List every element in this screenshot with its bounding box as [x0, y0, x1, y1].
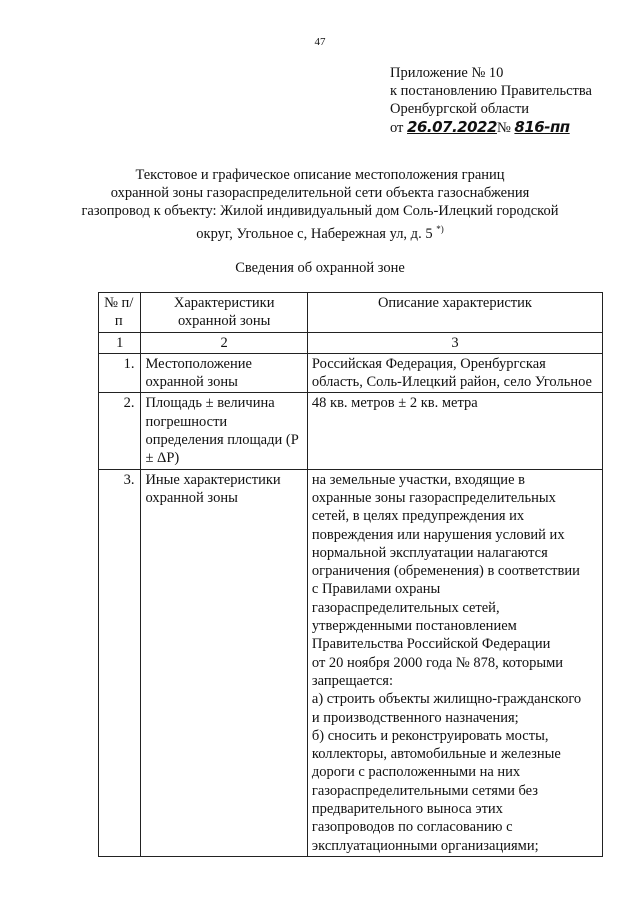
zone-info-table: [98, 292, 603, 857]
page-number: 47: [314, 36, 326, 48]
title-line-4-wrap: [60, 220, 580, 243]
desc-line: эксплуатационными организациями;: [311, 837, 539, 854]
desc-line: газопроводов по согласованию с: [311, 819, 513, 836]
desc-line: коллекторы, автомобильные и железные: [311, 746, 561, 763]
desc-line: газораспределительных сетей,: [311, 599, 500, 616]
desc-line: нормальной эксплуатации налагаются: [311, 544, 548, 561]
desc-line: и производственного назначения;: [311, 709, 519, 726]
footnote-mark: *): [436, 224, 444, 234]
title-line-3: газопровод к объекту: Жилой индивидуальный дом Соль-Илецкий городской: [81, 203, 559, 219]
header-description: Описание характеристик: [307, 293, 602, 333]
desc-line: с Правилами охраны: [311, 581, 441, 598]
table-row: [99, 353, 603, 393]
appendix-block: [390, 64, 592, 137]
desc-line: утвержденными постановлением: [311, 618, 517, 635]
appendix-date-line: [390, 118, 592, 137]
desc-line: б) сносить и реконструировать мосты,: [311, 727, 549, 744]
table-row: [99, 469, 603, 856]
desc-line: сетей, в целях предупреждения их: [311, 508, 525, 525]
from-label: от: [390, 120, 404, 136]
table-column-number-row: [99, 332, 603, 353]
table-header-row: [99, 293, 603, 333]
appendix-line-3: Оренбургской области: [390, 101, 530, 117]
row-number: 3.: [99, 469, 141, 856]
column-number-2: 2: [141, 332, 307, 353]
header-num: № п/п: [99, 293, 141, 333]
document-title: [60, 166, 580, 243]
desc-line: дороги с расположенными на них: [311, 764, 521, 781]
desc-line: на земельные участки, входящие в: [311, 471, 525, 488]
desc-line: от 20 ноября 2000 года № 878, которыми: [311, 654, 564, 671]
row-characteristic: Местоположение охранной зоны: [141, 353, 307, 393]
row-description: Российская Федерация, Оренбургская область, Соль-Илецкий район, село Угольное: [307, 353, 602, 393]
row-description: 48 кв. метров ± 2 кв. метра: [307, 393, 602, 469]
row-characteristic: Площадь ± величина погрешности определения площади (P ± ΔP): [141, 393, 307, 469]
appendix-line-1: Приложение № 10: [390, 65, 504, 81]
desc-line: запрещается:: [311, 672, 394, 689]
title-line-1: Текстовое и графическое описание местоположения границ: [135, 167, 505, 183]
desc-line: ограничения (обременения) в соответствии: [311, 563, 580, 580]
desc-line: охранные зоны газораспределительных: [311, 489, 556, 506]
desc-line: повреждения или нарушения условий их: [311, 526, 565, 543]
title-line-4: округ, Угольное с, Набережная ул, д. 5: [196, 225, 433, 242]
row-characteristic: Иные характеристики охранной зоны: [141, 469, 307, 856]
desc-line: газораспределительными сетями без: [311, 782, 539, 799]
table-row: [99, 393, 603, 469]
column-number-1: 1: [99, 332, 141, 353]
row-number: 1.: [99, 353, 141, 393]
title-line-2: охранной зоны газораспределительной сети объекта газоснабжения: [110, 185, 530, 201]
row-description-multiline: [307, 469, 602, 856]
handwritten-date: 26.07.2022: [407, 118, 497, 136]
appendix-line-2: к постановлению Правительства: [390, 83, 592, 99]
desc-line: а) строить объекты жилищно-гражданского: [311, 691, 582, 708]
column-number-3: 3: [307, 332, 602, 353]
row-number: 2.: [99, 393, 141, 469]
desc-line: Правительства Российской Федерации: [311, 636, 551, 653]
number-label: №: [496, 120, 511, 136]
handwritten-number: 816-пп: [514, 118, 570, 136]
desc-line: предварительного выноса этих: [311, 801, 503, 818]
header-characteristics: Характеристики охранной зоны: [141, 293, 307, 333]
section-subtitle: Сведения об охранной зоне: [235, 260, 405, 276]
